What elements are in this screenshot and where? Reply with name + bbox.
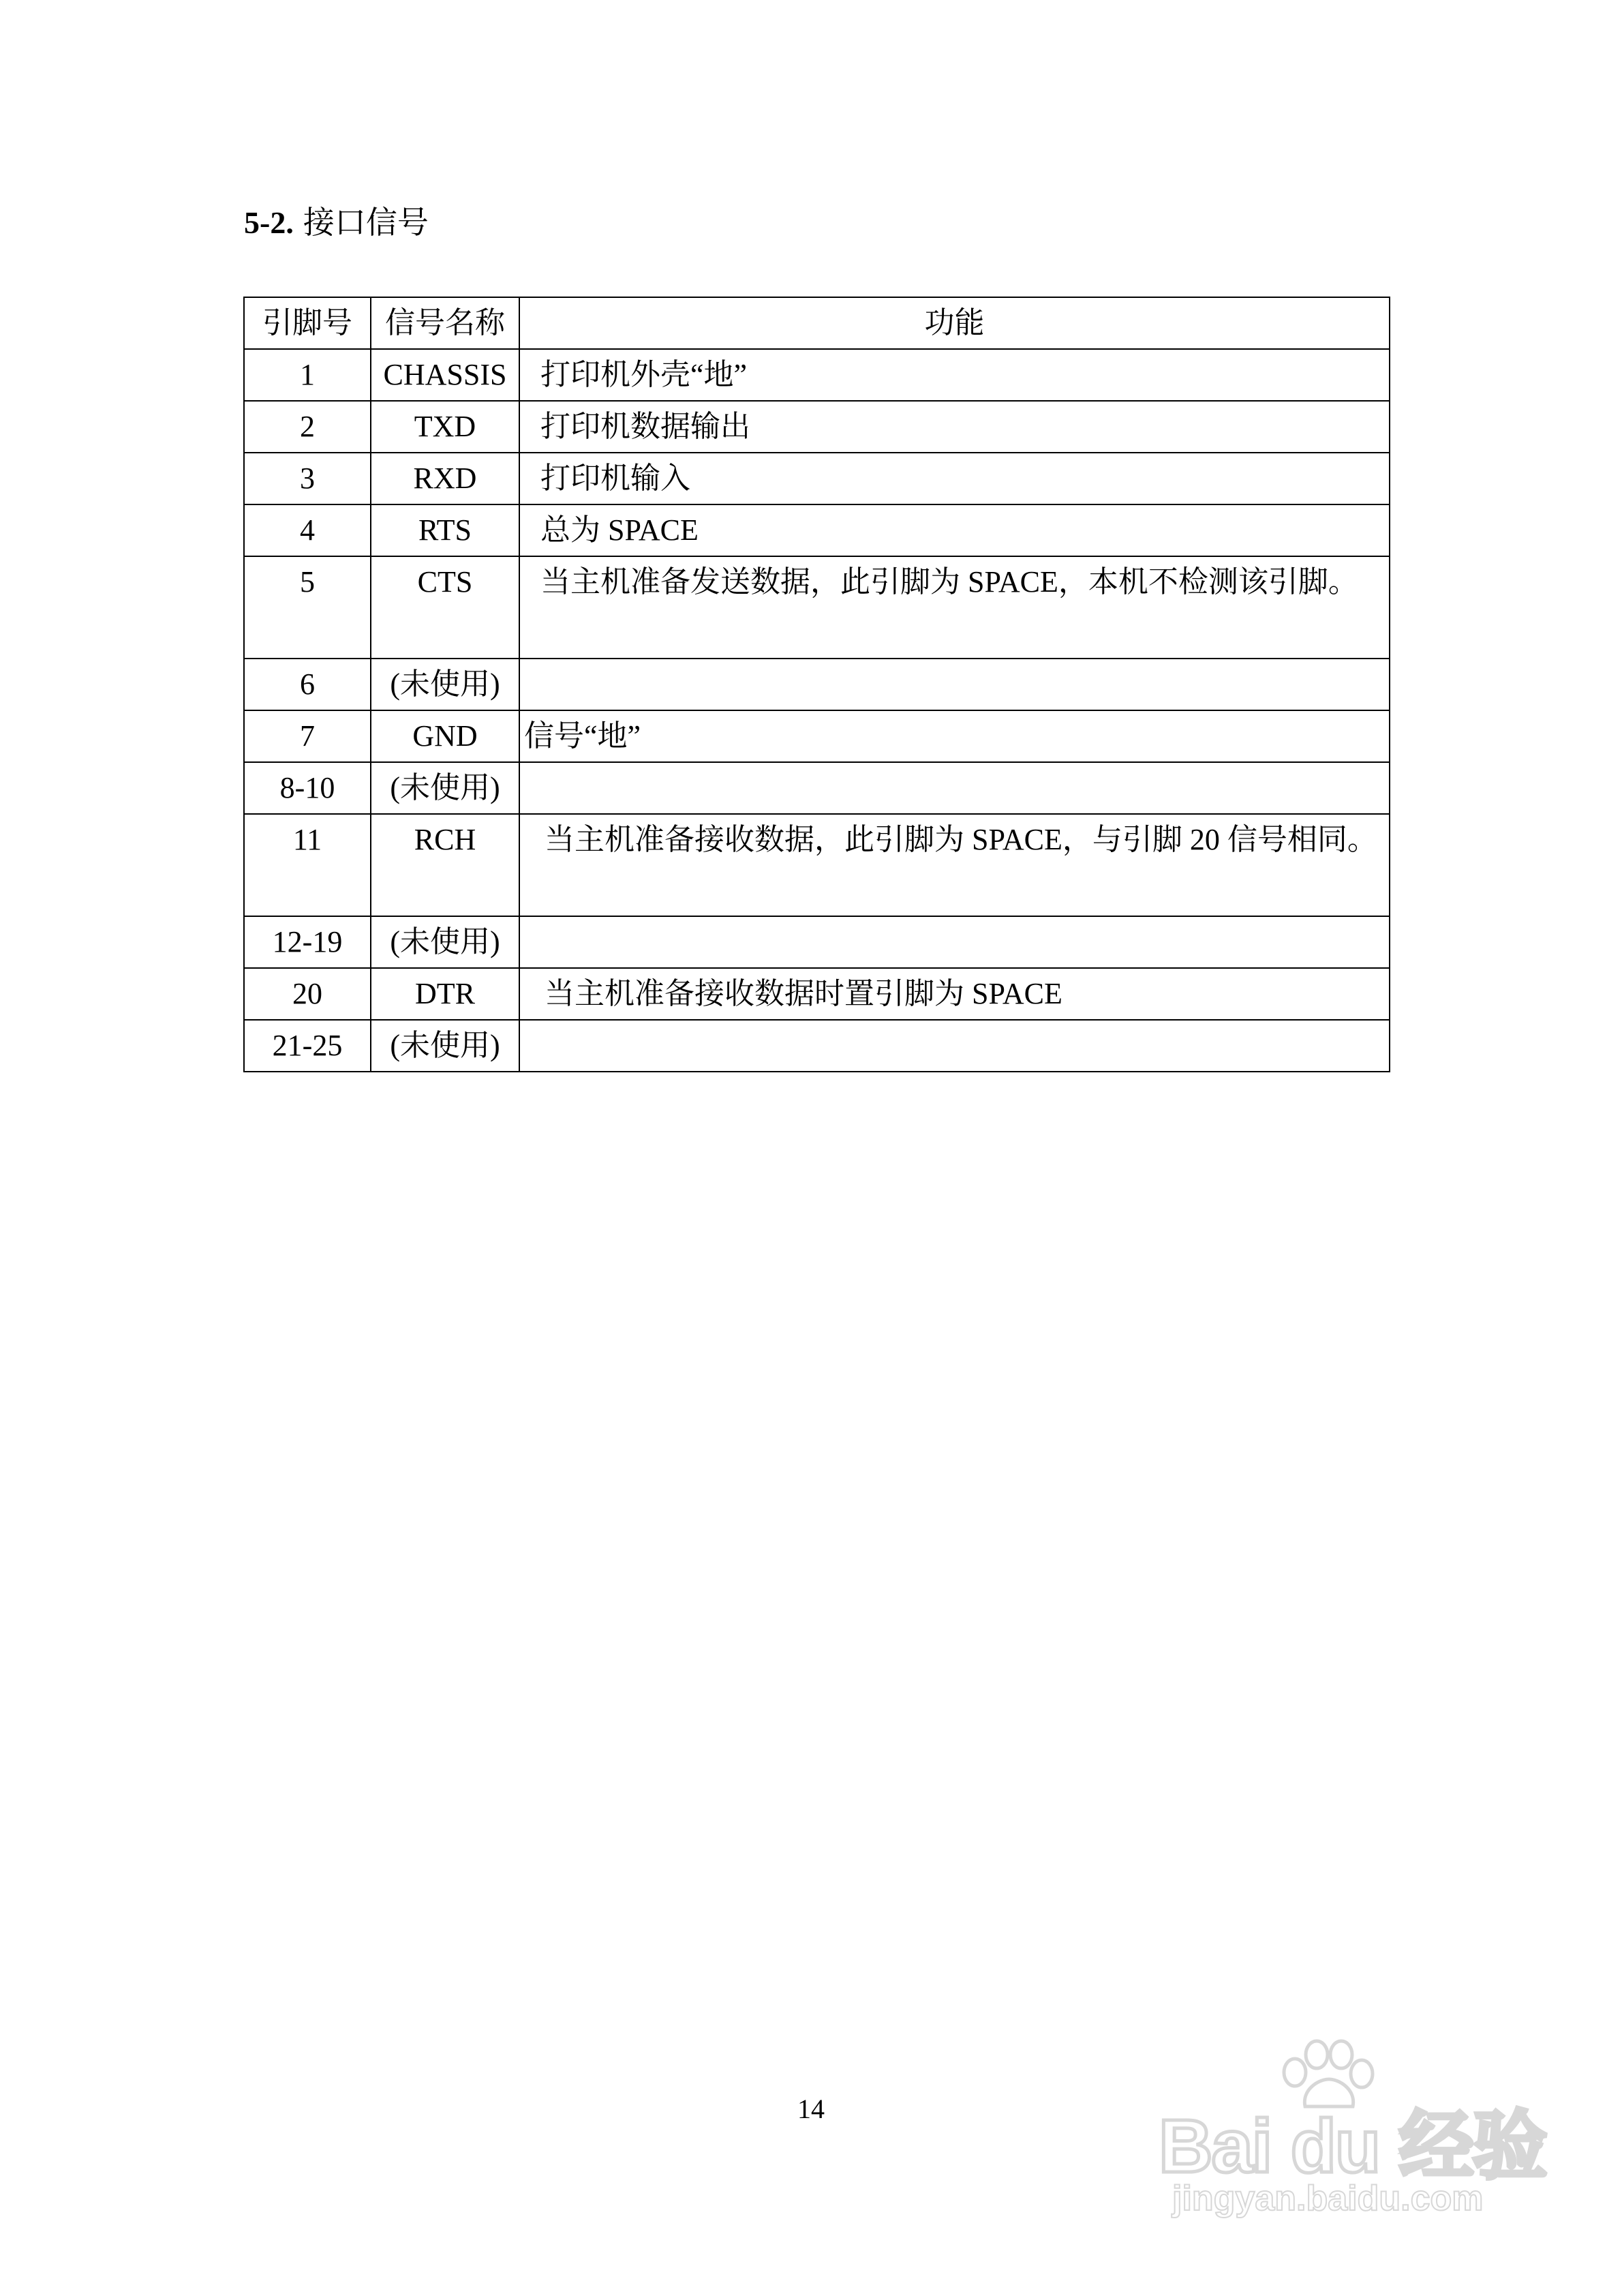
- signal-name-cell: DTR: [371, 968, 519, 1020]
- table-row: [244, 349, 1390, 401]
- signal-name-cell: CTS: [371, 556, 519, 659]
- table-row: [244, 710, 1390, 762]
- pin-cell: 1: [244, 349, 371, 401]
- function-cell: [519, 1020, 1390, 1072]
- function-cell: 打印机外壳“地”: [519, 349, 1390, 401]
- table-row: [244, 401, 1390, 453]
- signal-name-cell: (未使用): [371, 916, 519, 968]
- function-cell: [519, 762, 1390, 814]
- pin-cell: 7: [244, 710, 371, 762]
- signal-name-cell: RTS: [371, 504, 519, 556]
- table-row: [244, 916, 1390, 968]
- signal-name-cell: RCH: [371, 814, 519, 916]
- function-cell: 信号“地”: [519, 710, 1390, 762]
- pin-cell: 12-19: [244, 916, 371, 968]
- watermark-brand: Bai du 经验: [1159, 2104, 1546, 2188]
- function-cell: 当主机准备接收数据，此引脚为 SPACE，与引脚 20 信号相同。: [519, 814, 1390, 916]
- table-row: [244, 453, 1390, 504]
- pin-cell: 20: [244, 968, 371, 1020]
- baidu-jingyan-watermark: [1159, 2038, 1546, 2243]
- section-number: 5-2.: [244, 205, 294, 240]
- signal-name-cell: (未使用): [371, 1020, 519, 1072]
- pin-cell: 4: [244, 504, 371, 556]
- section-heading: [244, 199, 429, 247]
- function-cell: [519, 916, 1390, 968]
- function-cell: 总为 SPACE: [519, 504, 1390, 556]
- table-row: [244, 659, 1390, 710]
- function-cell: [519, 659, 1390, 710]
- table-header-row: [244, 297, 1390, 349]
- function-cell: 当主机准备发送数据，此引脚为 SPACE，本机不检测该引脚。: [519, 556, 1390, 659]
- signal-name-cell: TXD: [371, 401, 519, 453]
- function-cell: 打印机输入: [519, 453, 1390, 504]
- interface-signal-table: [243, 297, 1390, 1072]
- signal-name-cell: RXD: [371, 453, 519, 504]
- pin-cell: 8-10: [244, 762, 371, 814]
- function-cell: 当主机准备接收数据时置引脚为 SPACE: [519, 968, 1390, 1020]
- table-row: [244, 762, 1390, 814]
- pin-cell: 2: [244, 401, 371, 453]
- function-cell: 打印机数据输出: [519, 401, 1390, 453]
- signal-name-cell: (未使用): [371, 659, 519, 710]
- pin-cell: 21-25: [244, 1020, 371, 1072]
- pin-cell: 3: [244, 453, 371, 504]
- table-row: [244, 1020, 1390, 1072]
- table-row: [244, 556, 1390, 659]
- signal-name-cell: (未使用): [371, 762, 519, 814]
- pin-cell: 11: [244, 814, 371, 916]
- header-pin: 引脚号: [244, 297, 371, 349]
- signal-name-cell: CHASSIS: [371, 349, 519, 401]
- page-number: 14: [797, 2094, 825, 2124]
- table-row: [244, 504, 1390, 556]
- signal-name-cell: GND: [371, 710, 519, 762]
- watermark-url: jingyan.baidu.com: [1172, 2179, 1484, 2218]
- pin-cell: 6: [244, 659, 371, 710]
- table-row: [244, 968, 1390, 1020]
- section-title: 接口信号: [303, 205, 429, 240]
- table-row: [244, 814, 1390, 916]
- header-function: 功能: [519, 297, 1390, 349]
- header-signal-name: 信号名称: [371, 297, 519, 349]
- pin-cell: 5: [244, 556, 371, 659]
